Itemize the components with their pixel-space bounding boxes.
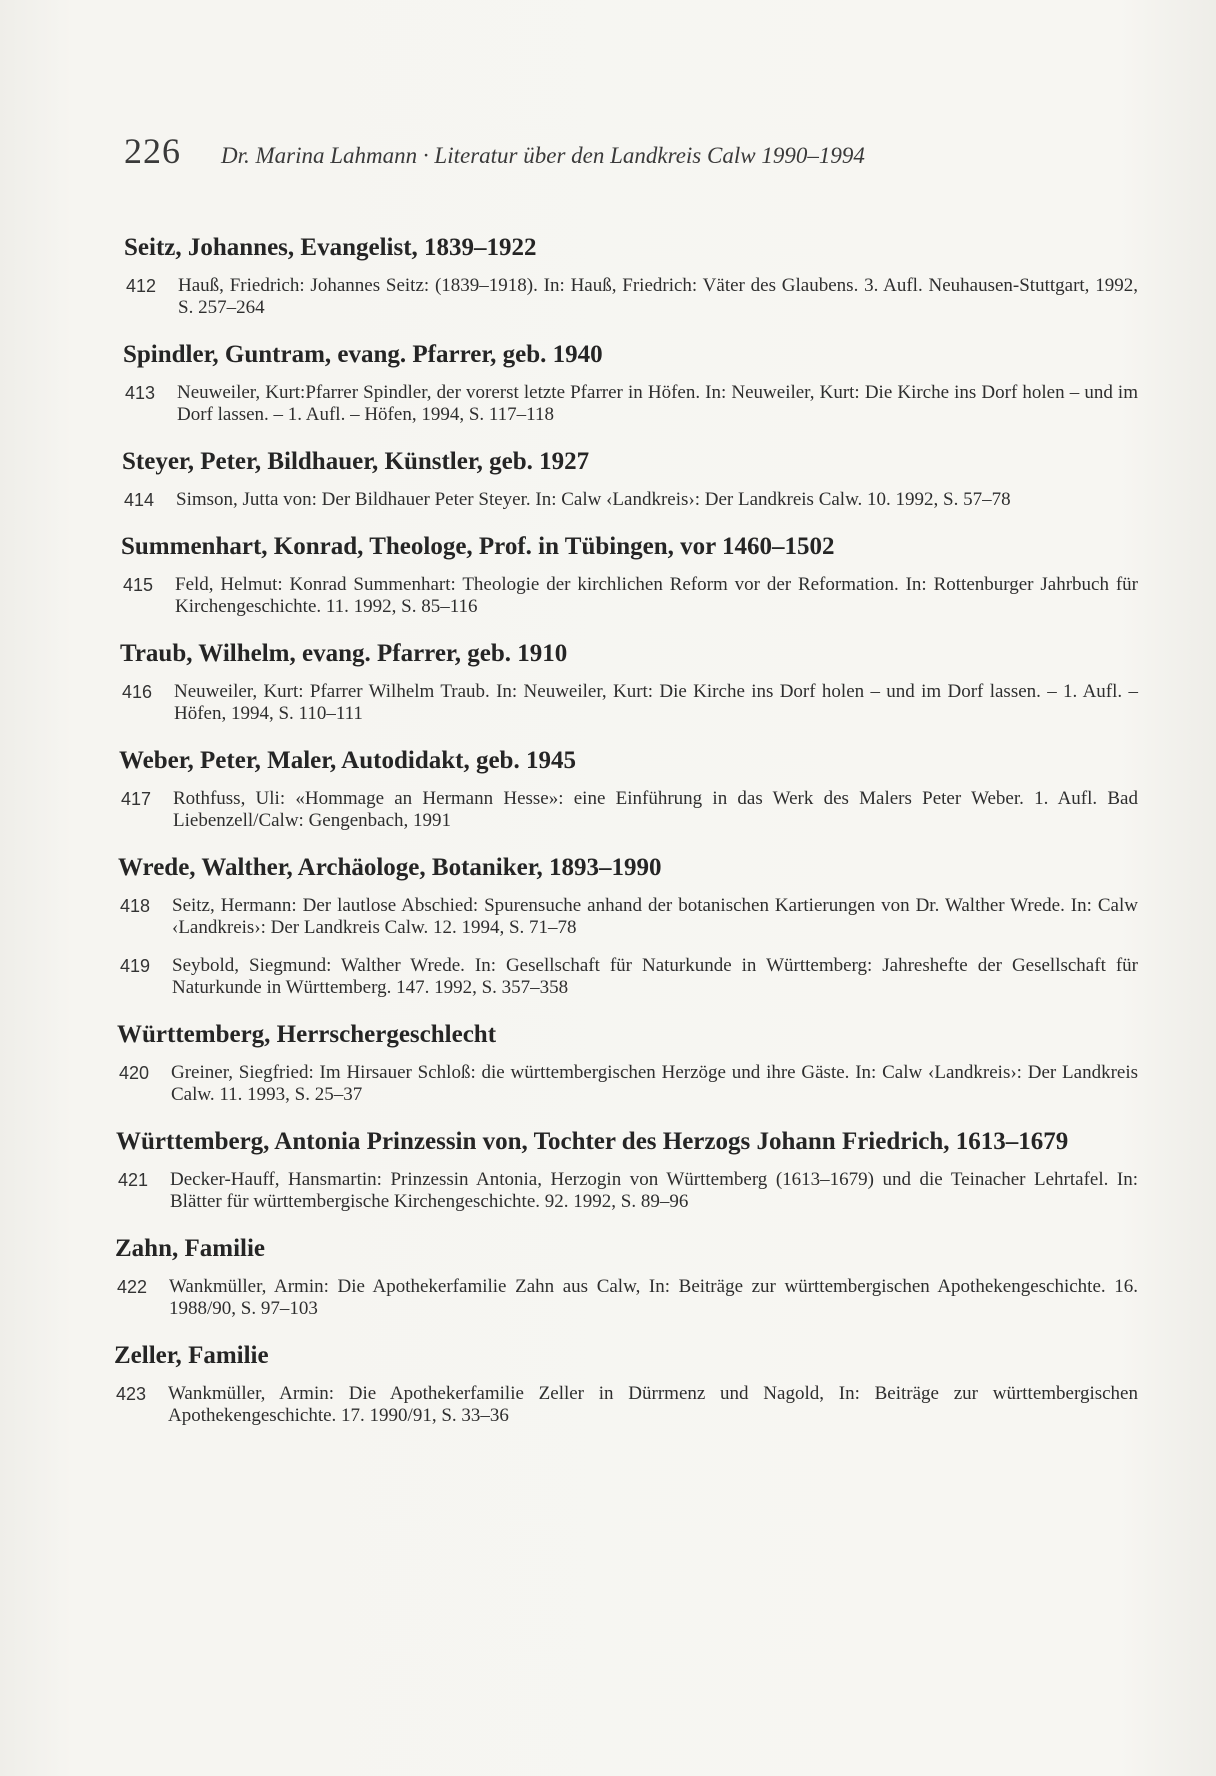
page-header [124, 130, 984, 172]
section-description: Peter, Bildhauer, Künstler, geb. 1927 [193, 448, 590, 475]
section-heading [122, 446, 1138, 477]
section-description: Herrschergeschlecht [270, 1021, 497, 1048]
entry-number: 418 [120, 896, 151, 916]
bibliography-section [112, 1340, 1138, 1427]
bibliography-entry [119, 1062, 1138, 1106]
bibliography-entry [116, 1383, 1138, 1427]
section-heading [117, 1019, 1138, 1050]
bibliography-entry [123, 574, 1138, 618]
entry-number: 412 [126, 276, 157, 296]
entry-text: Rothfuss, Uli: «Hommage an Hermann Hesse»: eine Einführung in das Werk des Malers Peter Weber. 1. Aufl. Bad Liebenzell/Calw: Gengenbach, 1991 [173, 788, 1138, 831]
section-description: Peter, Maler, Autodidakt, geb. 1945 [193, 747, 576, 774]
section-surname: Traub, [120, 640, 193, 667]
section-description: Walther, Archäologe, Botaniker, 1893–1990 [195, 854, 662, 881]
bibliography-entry [125, 382, 1138, 426]
entry-text: Simson, Jutta von: Der Bildhauer Peter Steyer. In: Calw ‹Landkreis›: Der Landkreis Calw. 10. 1992, S. 57–78 [176, 489, 1011, 510]
entry-text: Neuweiler, Kurt: Pfarrer Wilhelm Traub. In: Neuweiler, Kurt: Die Kirche ins Dorf holen – und im Dorf lassen. – 1. Aufl. – Höfen, 1994, S. 110–111 [174, 681, 1138, 724]
page-number: 226 [124, 131, 181, 171]
section-heading [115, 1233, 1138, 1264]
bibliography-entry [126, 275, 1138, 319]
entry-text: Wankmüller, Armin: Die Apothekerfamilie Zahn aus Calw, In: Beiträge zur württembergischen Apothekengeschichte. 16. 1988/90, S. 97–103 [169, 1276, 1138, 1319]
entry-number: 414 [124, 490, 155, 510]
section-surname: Steyer, [122, 448, 194, 475]
bibliography-section [115, 1019, 1138, 1106]
section-surname: Seitz, [124, 234, 182, 261]
entry-text: Neuweiler, Kurt:Pfarrer Spindler, der vorerst letzte Pfarrer in Höfen. In: Neuweiler, Kurt: Die Kirche ins Dorf holen – und im Dorf lassen. – 1. Aufl. – Höfen, 1994, S. 117–118 [177, 382, 1138, 425]
bibliography-section [118, 638, 1138, 725]
bibliography-entry [117, 1276, 1138, 1320]
entry-text: Seybold, Siegmund: Walther Wrede. In: Gesellschaft für Naturkunde in Württemberg: Jahreshefte der Gesellschaft für Naturkunde in Württemberg. 147. 1992, S. 357–358 [172, 955, 1138, 998]
entry-number: 413 [125, 383, 156, 403]
entry-number: 421 [118, 1170, 149, 1190]
bibliography-entry [122, 681, 1138, 725]
entry-text: Hauß, Friedrich: Johannes Seitz: (1839–1918). In: Hauß, Friedrich: Väter des Glaubens. 3. Aufl. Neuhausen-Stuttgart, 1992, S. 257–264 [178, 275, 1138, 318]
bibliography-section [120, 446, 1138, 511]
bibliography-entry [124, 489, 1138, 511]
section-description: Familie [178, 1235, 266, 1262]
bibliography-section [116, 852, 1138, 999]
section-heading [120, 638, 1138, 669]
section-description: Konrad, Theologe, Prof. in Tübingen, vor 1460–1502 [267, 533, 835, 560]
section-surname: Zahn, [115, 1235, 179, 1262]
section-surname: Württemberg, [117, 1021, 271, 1048]
bibliography-section [113, 1233, 1138, 1320]
section-description: Antonia Prinzessin von, Tochter des Herzogs Johann Friedrich, 1613–1679 [269, 1128, 1069, 1155]
section-description: Guntram, evang. Pfarrer, geb. 1940 [218, 341, 603, 368]
entry-number: 415 [123, 575, 154, 595]
section-heading [124, 232, 1138, 263]
entry-text: Wankmüller, Armin: Die Apothekerfamilie Zeller in Dürrmenz und Nagold, In: Beiträge zur württembergischen Apothekengeschichte. 17. 1990/91, S. 33–36 [168, 1383, 1138, 1426]
entry-number: 416 [122, 682, 153, 702]
section-surname: Spindler, [123, 341, 219, 368]
section-description: Familie [181, 1342, 269, 1369]
bibliography-section [121, 339, 1138, 426]
section-heading [121, 531, 1138, 562]
bibliography-section [122, 232, 1138, 319]
section-description: Johannes, Evangelist, 1839–1922 [181, 234, 537, 261]
running-title: Dr. Marina Lahmann · Literatur über den Landkreis Calw 1990–1994 [221, 143, 865, 168]
entry-text: Decker-Hauff, Hansmartin: Prinzessin Antonia, Herzogin von Württemberg (1613–1679) und die Teinacher Lehrtafel. In: Blätter für württembergische Kirchengeschichte. 92. 1992, S. 89–96 [170, 1169, 1138, 1212]
section-description: Wilhelm, evang. Pfarrer, geb. 1910 [192, 640, 568, 667]
section-surname: Summenhart, [121, 533, 268, 560]
bibliography-entry [118, 1169, 1138, 1213]
entry-number: 417 [121, 789, 152, 809]
section-surname: Wrede, [118, 854, 196, 881]
bibliography-section [119, 531, 1138, 618]
entry-text: Greiner, Siegfried: Im Hirsauer Schloß: die württembergischen Herzöge und ihre Gäste. In: Calw ‹Landkreis›: Der Landkreis Calw. 11. 1993, S. 25–37 [171, 1062, 1138, 1105]
section-surname: Württemberg, [116, 1128, 270, 1155]
bibliography-entry [120, 955, 1138, 999]
section-heading [118, 852, 1138, 883]
section-surname: Zeller, [114, 1342, 182, 1369]
entry-text: Seitz, Hermann: Der lautlose Abschied: Spurensuche anhand der botanischen Kartierungen von Dr. Walther Wrede. In: Calw ‹Landkreis›: Der Landkreis Calw. 12. 1994, S. 71–78 [172, 895, 1138, 938]
entry-number: 423 [116, 1384, 147, 1404]
section-heading [116, 1126, 1138, 1157]
bibliography-list [114, 232, 1138, 1447]
entry-text: Feld, Helmut: Konrad Summenhart: Theologie der kirchlichen Reform vor der Reformation. In: Rottenburger Jahrbuch für Kirchengeschichte. 11. 1992, S. 85–116 [175, 574, 1138, 617]
section-heading [114, 1340, 1138, 1371]
entry-number: 419 [120, 956, 151, 976]
entry-number: 422 [117, 1277, 148, 1297]
section-heading [119, 745, 1138, 776]
section-surname: Weber, [119, 747, 194, 774]
bibliography-section [117, 745, 1138, 832]
bibliography-entry [121, 788, 1138, 832]
section-heading [123, 339, 1138, 370]
bibliography-entry [120, 895, 1138, 939]
bibliography-section [114, 1126, 1138, 1213]
entry-number: 420 [119, 1063, 150, 1083]
